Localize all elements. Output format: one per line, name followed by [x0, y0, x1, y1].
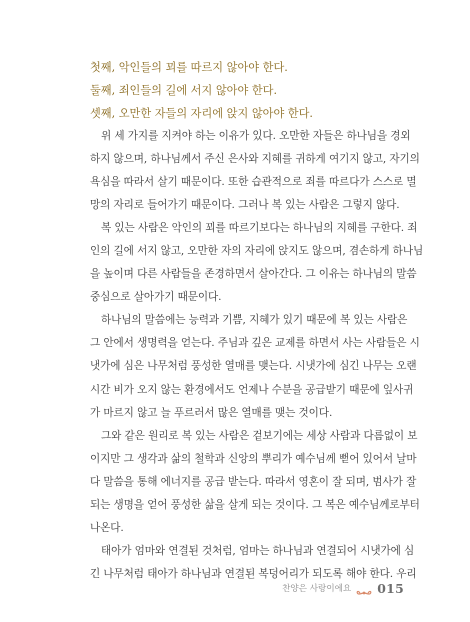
- text-line: 인의 길에 서지 않고, 오만한 자의 자리에 앉지도 않으며, 겸손하게 하나님: [90, 245, 424, 258]
- text-line: 중심으로 살아가기 때문이다.: [90, 291, 222, 304]
- page-number: 015: [377, 580, 404, 596]
- highlight-line-1: 첫째, 악인들의 꾀를 따르지 않아야 한다.: [90, 61, 288, 74]
- text-line: 되는 생명을 얻어 풍성한 삶을 살게 되는 것이다. 그 복은 예수님께로부터: [90, 498, 420, 511]
- page-footer: [282, 579, 404, 597]
- heart-bow-icon: [356, 583, 372, 593]
- text-line: 하지 않으며, 하나님께서 주신 은사와 지혜를 귀하게 여기지 않고, 자기의: [90, 153, 420, 166]
- paragraph-1: [90, 125, 420, 217]
- text-line: 망의 자리로 들어가기 때문이다. 그러나 복 있는 사람은 그렇지 않다.: [90, 199, 400, 212]
- text-line: 을 높이며 다른 사람들을 존경하면서 살아간다. 그 이유는 하나님의 말씀: [90, 268, 417, 281]
- text-line: 태아가 엄마와 연결된 것처럼, 엄마는 하나님과 연결되어 시냇가에 심: [101, 544, 415, 557]
- text-line: 하나님의 말씀에는 능력과 기쁨, 지혜가 있기 때문에 복 있는 사람은: [101, 314, 408, 327]
- text-line: 냇가에 심은 나무처럼 풍성한 열매를 맺는다. 시냇가에 심긴 나무는 오랜: [90, 360, 417, 373]
- text-line: 욕심을 따라서 살기 때문이다. 또한 습관적으로 죄를 따르다가 스스로 멸: [90, 176, 417, 189]
- paragraph-4: [90, 425, 420, 540]
- text-line: 다 말씀을 통해 에너지를 공급 받는다. 따라서 영혼이 잘 되며, 범사가 잘: [90, 475, 417, 488]
- text-line: 가 마르지 않고 늘 푸르러서 많은 열매를 맺는 것이다.: [90, 406, 333, 419]
- paragraph-3: [90, 309, 420, 424]
- highlight-list: [90, 56, 420, 125]
- running-title: 찬양은 사랑이에요: [282, 584, 352, 594]
- body-text: [90, 125, 424, 586]
- highlight-line-3: 셋째, 오만한 자들의 자리에 앉지 않아야 한다.: [90, 107, 313, 120]
- text-line: 나온다.: [90, 521, 124, 534]
- text-line: 이지만 그 생각과 삶의 철학과 신앙의 뿌리가 예수님께 뻗어 있어서 날마: [90, 452, 417, 465]
- text-line: 복 있는 사람은 악인의 꾀를 따르기보다는 하나님의 지혜를 구한다. 죄: [101, 222, 418, 235]
- text-line: 시간 비가 오지 않는 환경에서도 언제나 수분을 공급받기 때문에 잎사귀: [90, 383, 414, 396]
- text-line: 그와 같은 원리로 복 있는 사람은 겉보기에는 세상 사람과 다름없이 보: [101, 429, 418, 442]
- text-line: 그 안에서 생명력을 얻는다. 주님과 깊은 교제를 하면서 사는 사람들은 시: [90, 337, 420, 350]
- paragraph-2: [90, 217, 424, 309]
- highlight-line-2: 둘째, 죄인들의 길에 서지 않아야 한다.: [90, 84, 278, 97]
- text-line: 긴 나무처럼 태아가 하나님과 연결된 복덩어리가 되도록 해야 한다. 우리: [90, 567, 417, 580]
- text-line: 위 세 가지를 지켜야 하는 이유가 있다. 오만한 자들은 하나님을 경외: [101, 130, 411, 142]
